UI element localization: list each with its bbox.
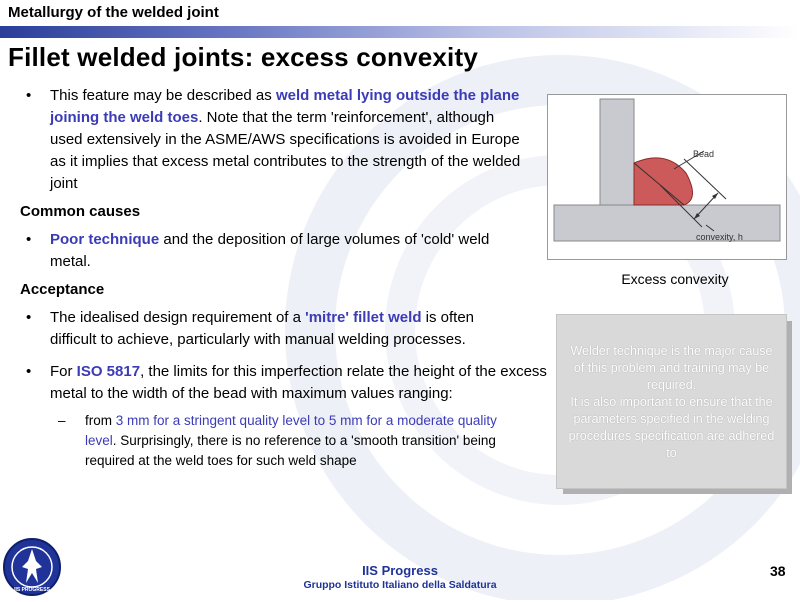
weld-diagram-svg: [548, 95, 786, 259]
bullet-iso: • For ISO 5817, the limits for this imperfection relate the height of the excess metal to the width of the bead with maximum values ranging:: [20, 361, 552, 405]
bead-label: Bead: [693, 149, 715, 159]
highlight-iso: ISO 5817: [76, 363, 141, 380]
slide-title: Fillet welded joints: excess convexity: [8, 42, 478, 72]
heading-common-causes: Common causes: [20, 203, 141, 220]
note-text: Welder technique is the major cause of this problem and training may be required. It is also important to ensure that the parameters specified in the welding procedures specification are adhered to: [568, 344, 775, 460]
footer-org-name: IIS Progress: [362, 563, 438, 578]
footer-org-subtitle: Gruppo Istituto Italiano della Saldatura: [303, 579, 497, 591]
base-plate: [554, 205, 780, 241]
page-number: 38: [770, 563, 786, 579]
section-header: Metallurgy of the welded joint: [8, 4, 219, 21]
header-gradient-bar: [0, 26, 800, 38]
highlight-poor-technique: Poor technique: [50, 231, 160, 248]
weld-diagram: [547, 94, 787, 260]
iis-progress-logo: [2, 537, 62, 597]
bullet-acceptance: • The idealised design requirement of a 'mitre' fillet weld is often difficult to achieve, particularly with manual welding processes.: [20, 307, 520, 351]
highlight-weld-metal: weld metal lying outside the plane joining the weld toes: [50, 87, 520, 126]
sub-bullet-limits: – from 3 mm for a stringent quality level to 5 mm for a moderate quality level. Surprisingly, there is no reference to a 'smooth transition' being required at the weld toes for such weld shape: [20, 411, 520, 471]
bullet-causes: • Poor technique and the deposition of large volumes of 'cold' weld metal.: [20, 229, 530, 273]
highlight-mitre-weld: 'mitre' fillet weld: [305, 309, 422, 326]
note-box: [556, 314, 787, 489]
figure-caption: Excess convexity: [621, 271, 729, 287]
weld-bead: [634, 158, 693, 205]
heading-acceptance: Acceptance: [20, 281, 105, 298]
convexity-label: convexity, h: [696, 232, 743, 242]
main-content: [20, 85, 560, 471]
bullet-description: • This feature may be described as weld metal lying outside the plane joining the weld toes. Note that the term 'reinforcement', although used extensively in the ASME/AWS specifications is avoided in Europe as it implies that excess metal contributes to the strength of the welded joint: [20, 85, 530, 195]
logo-text: IIS PROGRESS: [14, 587, 50, 593]
vertical-plate: [600, 99, 634, 205]
logo-graphic: [2, 537, 62, 597]
highlight-quality-levels: 3 mm for a stringent quality level to 5 mm for a moderate quality level: [85, 413, 497, 448]
